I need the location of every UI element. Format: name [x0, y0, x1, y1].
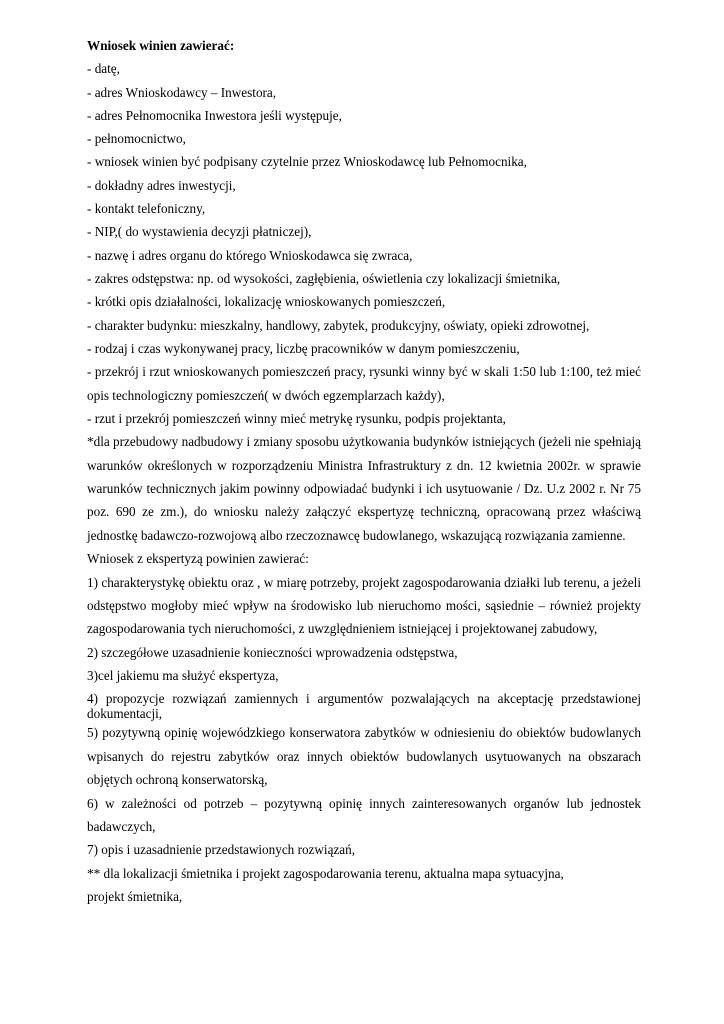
expertise-item: 7) opis i uzasadnienie przedstawionych rozwiązań,	[87, 842, 356, 858]
requirement-item: - rodzaj i czas wykonywanej pracy, liczbę pracowników w danym pomieszczeniu,	[87, 340, 520, 356]
expertise-item: 3)cel jakiemu ma służyć ekspertyza,	[87, 668, 279, 684]
expertise-item: 6) w zależności od potrzeb – pozytywną opinię innych zainteresowanych organów lub jednostek badawczych,	[87, 795, 641, 835]
document-page	[87, 34, 641, 908]
expertise-item: 1) charakterystykę obiektu oraz , w miarę potrzeby, projekt zagospodarowania działki lub terenu, a jeżeli odstępstwo mogłoby mieć wpływ na środowisko lub nieruchomo mości, sąsiednie – również projekty zagospodarowania tych nieruchomości, z uwzględnieniem istniejącej i projektowanej zabudowy,	[87, 574, 641, 637]
requirement-item: - rzut i przekrój pomieszczeń winny mieć metrykę rysunku, podpis projektanta,	[87, 410, 506, 426]
requirement-item: - charakter budynku: mieszkalny, handlowy, zabytek, produkcyjny, oświaty, opieki zdrowotnej,	[87, 317, 590, 333]
expertise-item: 4) propozycje rozwiązań zamiennych i argumentów pozwalających na akceptację przedstawionej dokumentacji,	[87, 691, 641, 722]
waste-bin-note-continuation: projekt śmietnika,	[87, 889, 183, 905]
requirement-item: - dokładny adres inwestycji,	[87, 177, 236, 193]
technical-expertise-note: *dla przebudowy nadbudowy i zmiany sposobu użytkowania budynków istniejących (jeżeli nie spełniają warunków określonych w rozporządzeniu Ministra Infrastruktury z dn. 12 kwietnia 2002r. w sprawie warunków technicznych jakim powinny odpowiadać budynki i ich usytuowanie / Dz. U.z 2002 r. Nr 75 poz. 690 ze zm.), do wniosku należy załączyć ekspertyzę techniczną, opracowaną przez właściwą jednostkę badawczo-rozwojową albo rzeczoznawcę budowlanego, wskazującą rozwiązania zamienne.	[87, 434, 641, 543]
requirement-item: - datę,	[87, 61, 120, 77]
expertise-item: 5) pozytywną opinię wojewódzkiego konserwatora zabytków w odniesieniu do obiektów budowlanych wpisanych do rejestru zabytków oraz innych obiektów budowlanych usytuowanych na obszarach objętych ochroną konserwatorską,	[87, 725, 641, 788]
document-heading: Wniosek winien zawierać:	[87, 38, 235, 53]
expertise-item: 2) szczegółowe uzasadnienie konieczności wprowadzenia odstępstwa,	[87, 644, 458, 660]
requirement-item: - pełnomocnictwo,	[87, 131, 186, 147]
requirement-item: - wniosek winien być podpisany czytelnie przez Wnioskodawcę lub Pełnomocnika,	[87, 154, 527, 170]
expertise-heading: Wniosek z ekspertyzą powinien zawierać:	[87, 551, 309, 567]
requirement-item: - zakres odstępstwa: np. od wysokości, zagłębienia, oświetlenia czy lokalizacji śmietnika,	[87, 270, 561, 286]
waste-bin-note: ** dla lokalizacji śmietnika i projekt zagospodarowania terenu, aktualna mapa sytuacyjna,	[87, 865, 564, 881]
requirement-item: - adres Wnioskodawcy – Inwestora,	[87, 84, 277, 100]
requirement-item: - przekrój i rzut wnioskowanych pomieszczeń pracy, rysunki winny być w skali 1:50 lub 1:100, też mieć opis technologiczny pomieszczeń( w dwóch egzemplarzach każdy),	[87, 364, 641, 403]
requirement-item: - kontakt telefoniczny,	[87, 201, 206, 217]
requirement-item: - nazwę i adres organu do którego Wnioskodawca się zwraca,	[87, 247, 413, 263]
requirement-item: - adres Pełnomocnika Inwestora jeśli występuje,	[87, 107, 342, 123]
expertise-list	[87, 571, 641, 862]
requirements-list	[87, 57, 641, 430]
requirement-item: - krótki opis działalności, lokalizację wnioskowanych pomieszczeń,	[87, 294, 446, 310]
requirement-item: - NIP,( do wystawienia decyzji płatniczej),	[87, 224, 312, 240]
